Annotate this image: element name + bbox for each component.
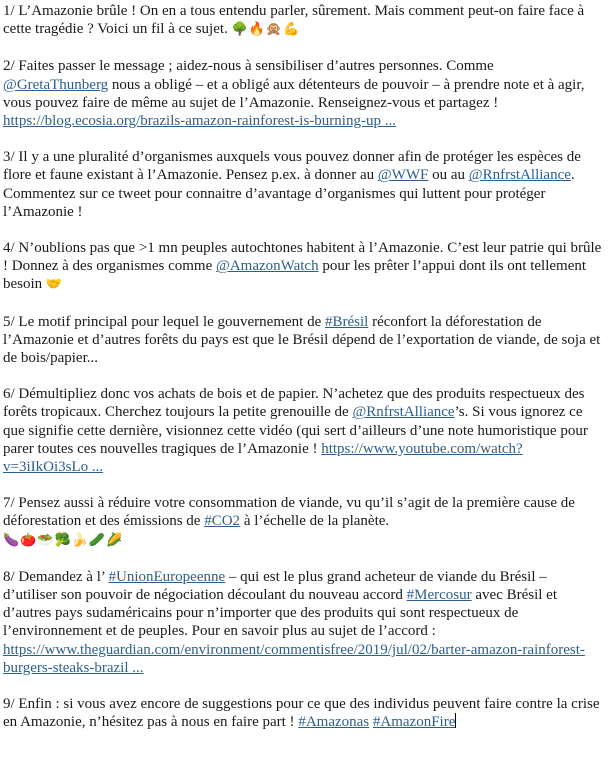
handshake-emoji: 🤝 (45, 277, 64, 293)
vegetables-emoji: 🍆🍅🥗🥦🍌🥒🌽 (3, 532, 124, 548)
p4-text-1: 4/ N’oublions pas que >1 mn peuples autochtones habitent à l’Amazonie. C’est leur patrie qui brûle ! Donnez à des organismes comme (3, 240, 602, 275)
p3-text-3: . Commentez sur ce tweet pour connaitre d’avantage d’organismes qui luttent pour protéger l’Amazonie ! (3, 167, 575, 220)
paragraph-5 (3, 313, 602, 368)
paragraph-6 (3, 385, 602, 476)
paragraph-2 (3, 57, 602, 130)
p9-text-1: 9/ Enfin : si vous avez encore de suggestions pour ce que des individus peuvent faire contre la crise en Amazonie, n’hésitez pas à nous en faire part ! (3, 696, 600, 731)
p5-text-2: réconfort la déforestation de l’Amazonie et d’autres forêts du pays est que le Brésil dépend de l’exportation de viande, de soja et de bois/papier... (3, 313, 601, 367)
mention-wwf-link[interactable]: @WWF (377, 167, 429, 184)
mention-amazonwatch-link[interactable]: @AmazonWatch (216, 258, 319, 275)
mention-rnfrstalliance-link[interactable]: @RnfrstAlliance (352, 404, 455, 421)
paragraph-8 (3, 568, 602, 677)
p6-text-2: ’s. Si vous ignorez ce que signifie cette dernière, visionnez cette vidéo (qui sert d’ailleurs d’une note humoristique pour parer toutes ces nouvelles tragiques de l’Amazonie ! (3, 404, 588, 457)
p5-text-1: 5/ Le motif principal pour lequel le gouvernement de (3, 313, 325, 330)
youtube-url-link[interactable]: https://www.youtube.com/watch?v=3iIkOi3sLo ... (3, 440, 523, 476)
p4-text-2: pour les prêter l’appui dont ils ont tellement besoin (3, 258, 587, 293)
p7-text-1: 7/ Pensez aussi à réduire votre consommation de viande, vu qu’il s’agit de la première cause de déforestation et des émissions de (3, 495, 575, 530)
p2-text-1: 2/ Faites passer le message ; aidez-nous à sensibiliser d’autres personnes. Comme (3, 58, 494, 75)
p1-text: 1/ L’Amazonie brûle ! On en a tous entendu parler, sûrement. Mais comment peut-on faire face à cette tragédie ? Voici un fil à ce sujet. (3, 3, 585, 38)
guardian-url-link[interactable]: https://www.theguardian.com/environment/commentisfree/2019/jul/02/barter-amazon-rainforest-burgers-steaks-brazil ... (3, 641, 585, 676)
paragraph-9 (3, 695, 602, 731)
text-cursor (455, 713, 456, 728)
hashtag-amazonfire-link[interactable]: #AmazonFire (372, 714, 456, 731)
p2-text-2: nous a obligé – et a obligé aux détenteurs de pouvoir – à prendre note et à agir, vous pouvez faire de même au sujet de l’Amazonie. Renseignez-vous et partagez ! (3, 76, 585, 111)
paragraph-7 (3, 494, 602, 550)
p7-text-2: à l’échelle de la planète. (240, 513, 390, 530)
mention-rnfrstalliance-link[interactable]: @RnfrstAlliance (468, 167, 571, 184)
paragraph-4 (3, 239, 602, 295)
hashtag-unioneuropeenne-link[interactable]: #UnionEuropeenne (108, 568, 226, 585)
p3-text-1: 3/ Il y a une pluralité d’organismes auxquels vous pouvez donner afin de protéger les espèces de flore et faune existant à l’Amazonie. Pensez p.ex. à donner au (3, 149, 581, 184)
p8-text-2: – qui est le plus grand acheteur de viande du Brésil – d’utiliser son pouvoir de négociation découlant du nouveau accord (3, 568, 547, 604)
paragraph-3 (3, 148, 602, 221)
p8-text-3: avec Brésil et d’autres pays sudaméricains pour n’importer que des produits qui sont respectueux de l’environnement et de peuples. Pour en savoir plus au sujet de l’accord : (3, 587, 558, 640)
hashtag-mercosur-link[interactable]: #Mercosur (406, 587, 472, 604)
emoji-sequence: 🌳🔥🙊💪 (231, 22, 301, 38)
hashtag-amazonas-link[interactable]: #Amazonas (298, 714, 370, 731)
hashtag-bresil-link[interactable]: #Brésil (324, 313, 369, 330)
p8-text-1: 8/ Demandez à l’ (3, 568, 109, 585)
p3-text-2: ou au (428, 167, 469, 184)
mention-gretathunberg-link[interactable]: @GretaThunberg (3, 76, 109, 93)
hashtag-co2-link[interactable]: #CO2 (204, 513, 241, 530)
paragraph-1 (3, 2, 602, 39)
ecosia-url-link[interactable]: https://blog.ecosia.org/brazils-amazon-rainforest-is-burning-up ... (3, 113, 396, 130)
p6-text-1: 6/ Démultipliez donc vos achats de bois et de papier. N’achetez que des produits respectueux des forêts tropicaux. Cherchez toujours la petite grenouille de (3, 386, 585, 421)
